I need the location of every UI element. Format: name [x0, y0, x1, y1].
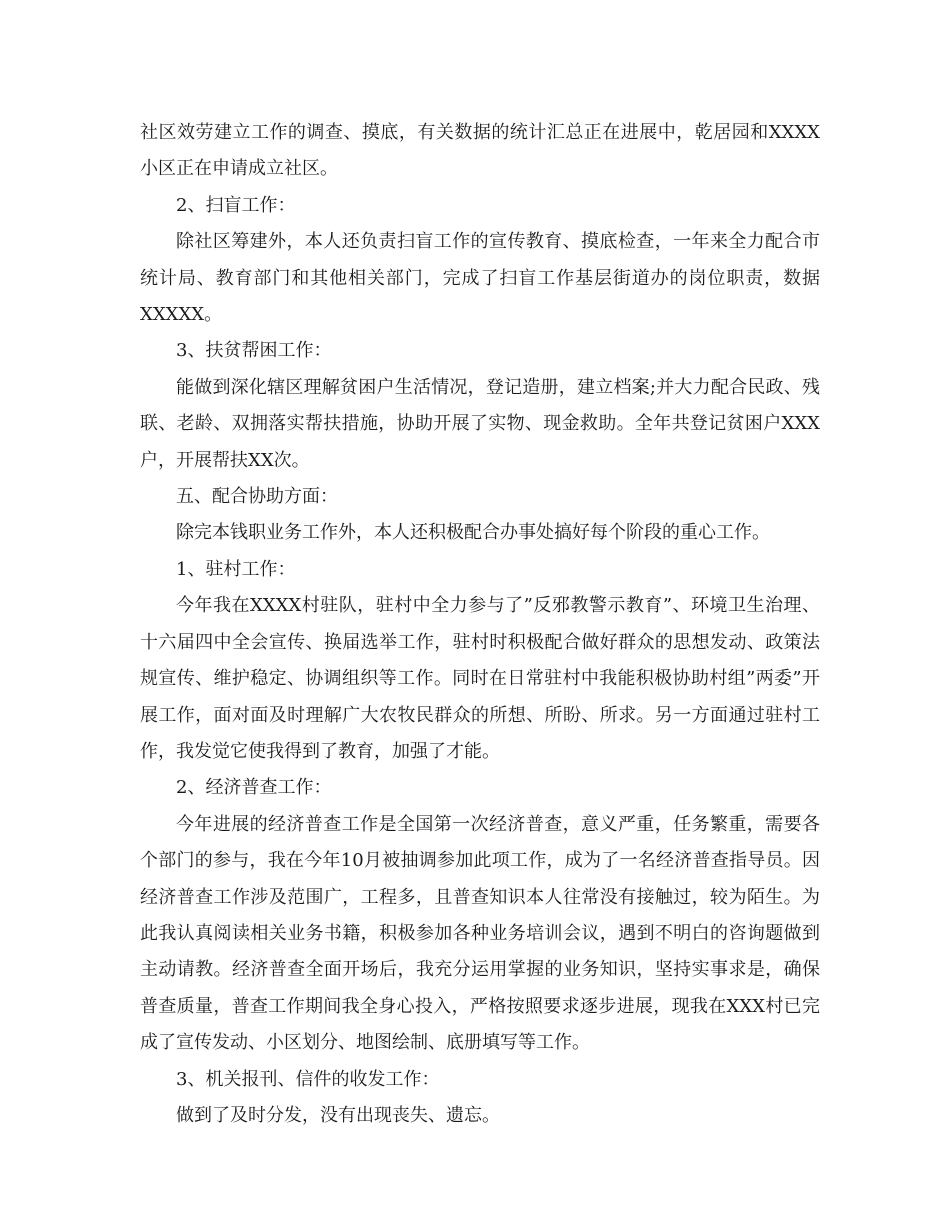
paragraph-mail-distribution: 做到了及时分发，没有出现丧失、遗忘。	[176, 1104, 500, 1126]
paragraph-section-five-intro: 除完本钱职业务工作外，本人还积极配合办事处搞好每个阶段的重心工作。	[176, 522, 770, 544]
heading-poverty-relief: 3、扶贫帮困工作：	[176, 340, 332, 362]
paragraph-economic-census: 今年进展的经济普查工作是全国第一次经济普查，意义严重，任务繁重，需要各个部门的参与，我在今年10月被抽调参加此项工作，成为了一名经济普查指导员。因经济普查工作涉及范围广，工程多，且普查知识本人往常没有接触过，较为陌生。为此我认真阅读相关业务书籍，积极参加各种业务培训会议，遇到不明白的咨询题做到主动请教。经济普查全面开场后，我充分运用掌握的业务知识，坚持实事求是，确保普查质量，普查工作期间我全身心投入，严格按照要求逐步进展，现我在XXX村已完成了宣传发动、小区划分、地图绘制、底册填写等工作。	[140, 813, 820, 1054]
paragraph-community-survey: 社区效劳建立工作的调查、摸底，有关数据的统计汇总正在进展中，乾居园和XXXX小区正在申请成立社区。	[140, 122, 820, 180]
heading-village-work: 1、驻村工作：	[176, 558, 296, 580]
paragraph-literacy-work: 除社区筹建外，本人还负责扫盲工作的宣传教育、摸底检查，一年来全力配合市统计局、教育部门和其他相关部门，完成了扫盲工作基层街道办的岗位职责，数据XXXXX。	[140, 231, 820, 326]
paragraph-village-work: 今年我在XXXX村驻队，驻村中全力参与了”反邪教警示教育”、环境卫生治理、十六届四中全会宣传、换届选举工作，驻村时积极配合做好群众的思想发动、政策法规宣传、维护稳定、协调组织等工作。同时在日常驻村中我能积极协助村组”两委”开展工作，面对面及时理解广大农牧民群众的所想、所盼、所求。另一方面通过驻村工作，我发觉它使我得到了教育，加强了才能。	[140, 595, 820, 762]
document-body	[140, 115, 820, 1134]
heading-section-five: 五、配合协助方面：	[176, 486, 338, 508]
heading-mail-distribution: 3、机关报刊、信件的收发工作：	[176, 1068, 440, 1090]
paragraph-poverty-relief: 能做到深化辖区理解贫困户生活情况，登记造册，建立档案;并大力配合民政、残联、老龄、双拥落实帮扶措施，协助开展了实物、现金救助。全年共登记贫困户XXX户，开展帮扶XX次。	[140, 376, 820, 471]
heading-economic-census: 2、经济普查工作：	[176, 777, 332, 799]
heading-literacy-work: 2、扫盲工作：	[176, 194, 296, 216]
